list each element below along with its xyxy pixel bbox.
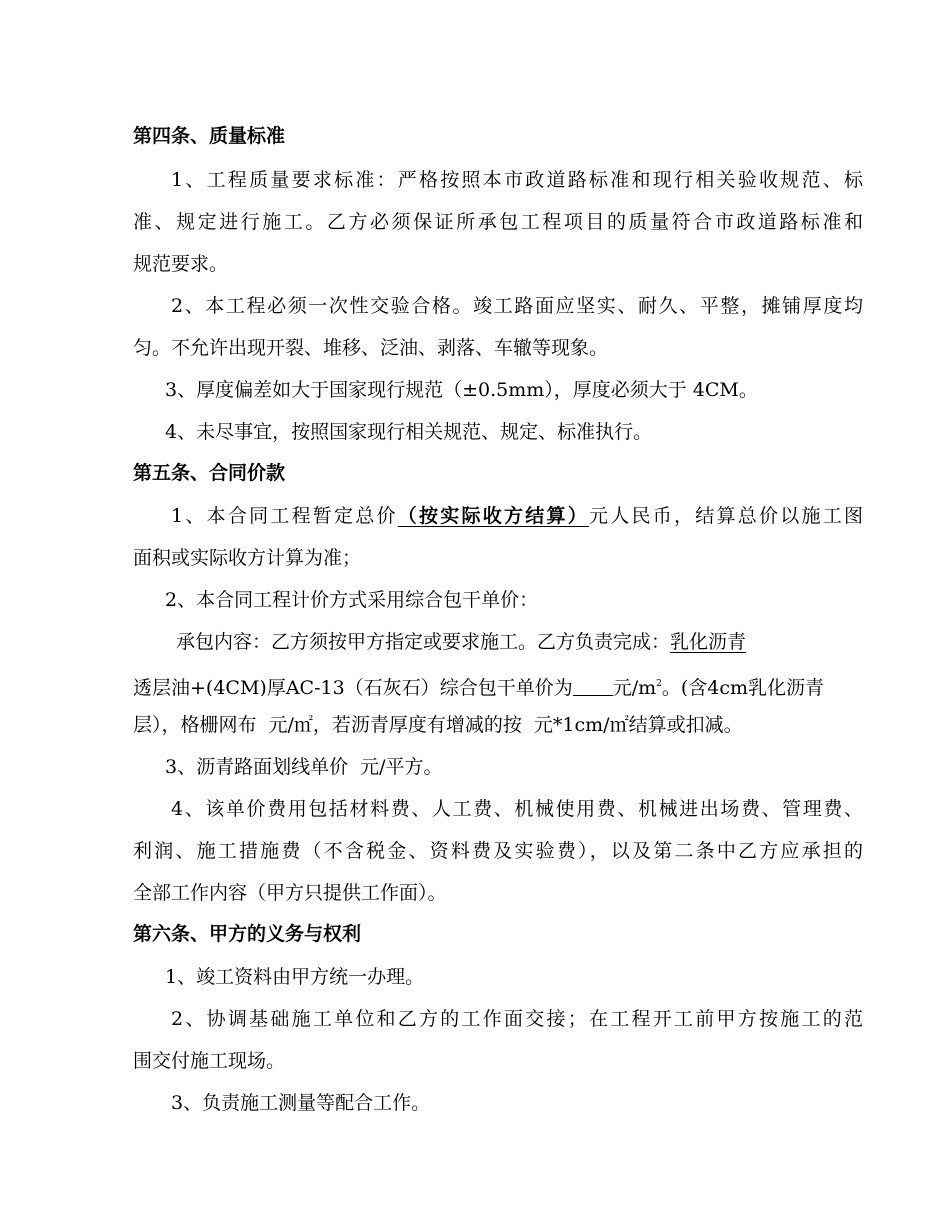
art5-p3-text-i: 元/㎡，若沥青厚度有增减的按 [268,714,522,736]
art5-p4-text-a: 3、沥青路面划线单价 [165,756,349,778]
art4-p1-line1: 1、工程质量要求标准：严格按照本市政道路标准和现行相关验收规范、标 [171,169,863,191]
art4-p2-line2: 匀。不允许出现开裂、堆移、泛油、剥落、车辙等现象。 [133,337,609,359]
art5-p4-text-b: 元/平方。 [360,756,443,778]
art5-p4 [165,755,863,779]
unit-price-blank [573,676,613,696]
art5-p3-sup: 2 [656,679,662,689]
article-6-heading: 第六条、甲方的义务与权利 [133,923,362,945]
art5-p3-line3 [133,713,863,737]
art5-p3-unit: 元/m [612,677,657,696]
art5-p1-text-c: 元人民币，结算总价以施工图 [589,505,863,527]
scope-item-part1: 乳化沥青 [670,631,747,653]
art5-p3-text-a: 承包内容：乙方须按甲方指定或要求施工。乙方负责完成： [176,631,671,653]
art5-p3-line1 [176,630,863,654]
art5-p5-line1: 4、该单价费用包括材料费、人工费、机械使用费、机械进出场费、管理费、 [171,798,863,820]
art5-p1-line1 [171,504,863,528]
art5-p1-line2: 面积或实际收方计算为准； [133,547,362,569]
art4-p1-line2: 准、规定进行施工。乙方必须保证所承包工程项目的质量符合市政道路标准和 [133,211,863,233]
art5-p3-text-g: 。(含4cm乳化沥青 [661,677,825,696]
art5-p3-line2 [133,672,863,696]
art4-p3: 3、厚度偏差如大于国家现行规范（±0.5mm），厚度必须大于 4CM。 [165,379,758,401]
art6-p2-line2: 围交付施工现场。 [133,1050,286,1072]
art5-p2: 2、本合同工程计价方式采用综合包干单价： [165,589,539,611]
art5-p3-text-d: 综合包干单价为 [439,677,573,696]
article-4-heading: 第四条、质量标准 [133,125,286,147]
art6-p2-line1: 2、协调基础施工单位和乙方的工作面交接；在工程开工前甲方按施工的范 [171,1008,863,1030]
art4-p1-line3: 规范要求。 [133,253,229,275]
art5-p5-line2: 利润、施工措施费（不含税金、资料费及实验费），以及第二条中乙方应承担的 [133,840,863,862]
art5-p1-text-a: 1、本合同工程暂定总价 [171,505,398,527]
art5-p5-line3: 全部工作内容（甲方只提供工作面）。 [133,882,447,904]
scope-item-part2: 透层油+(4CM)厚AC-13（石灰石） [133,677,440,696]
art6-p1: 1、竣工资料由甲方统一办理。 [165,966,425,988]
art4-p4: 4、未尽事宜，按照国家现行相关规范、规定、标准执行。 [165,421,653,443]
settlement-note: （按实际收方结算） [397,505,590,527]
article-5-heading: 第五条、合同价款 [133,462,286,484]
art4-p2-line1: 2、本工程必须一次性交验合格。竣工路面应坚实、耐久、平整，摊铺厚度均 [171,295,863,317]
art6-p3: 3、负责施工测量等配合工作。 [171,1092,431,1114]
art5-p3-text-h: 层），格栅网布 [133,714,257,736]
art5-p3-text-j: 元*1cm/㎡结算或扣减。 [533,714,743,736]
